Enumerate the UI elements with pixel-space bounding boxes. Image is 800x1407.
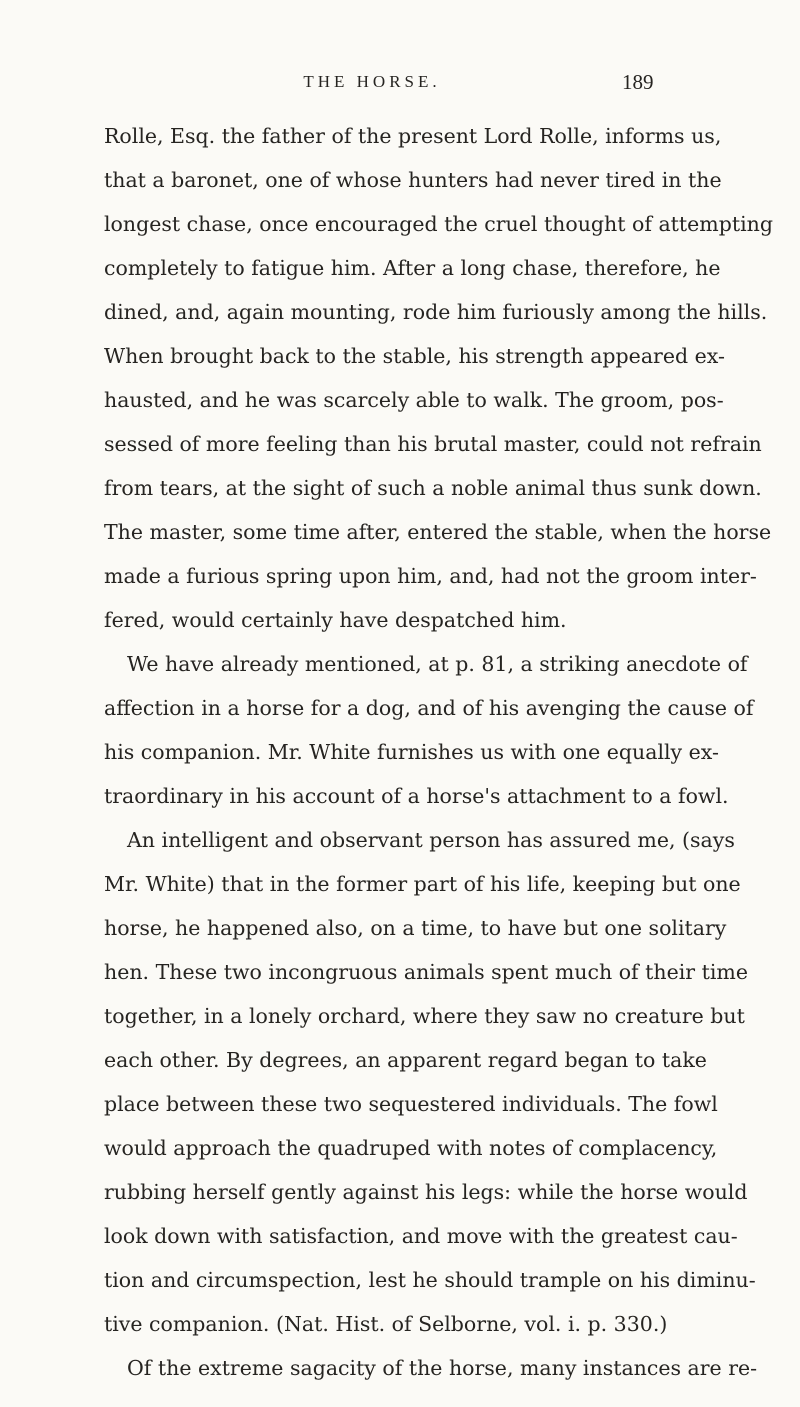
text-line: completely to fatigue him. After a long chase, therefore, he bbox=[104, 256, 721, 280]
text-line: tive companion. (Nat. Hist. of Selborne, vol. i. p. 330.) bbox=[104, 1312, 668, 1336]
text-line: from tears, at the sight of such a noble animal thus sunk down. bbox=[104, 476, 762, 500]
text-line: look down with satisfaction, and move with the greatest cau- bbox=[104, 1224, 738, 1248]
text-line: tion and circumspection, lest he should trample on his diminu- bbox=[104, 1268, 756, 1292]
text-line: When brought back to the stable, his strength appeared ex- bbox=[104, 344, 725, 368]
text-line: place between these two sequestered individuals. The fowl bbox=[104, 1092, 718, 1116]
text-line: sessed of more feeling than his brutal master, could not refrain bbox=[104, 432, 762, 456]
text-line: rubbing herself gently against his legs: while the horse would bbox=[104, 1180, 748, 1204]
text-line: made a furious spring upon him, and, had not the groom inter- bbox=[104, 564, 757, 588]
text-line: affection in a horse for a dog, and of his avenging the cause of bbox=[104, 696, 754, 720]
text-line: fered, would certainly have despatched him. bbox=[104, 608, 567, 632]
page-number: 189 bbox=[622, 70, 654, 94]
text-line: his companion. Mr. White furnishes us with one equally ex- bbox=[104, 740, 719, 764]
text-line: Mr. White) that in the former part of his life, keeping but one bbox=[104, 872, 741, 896]
text-line: traordinary in his account of a horse's attachment to a fowl. bbox=[104, 784, 729, 808]
text-line: would approach the quadruped with notes of complacency, bbox=[104, 1136, 718, 1160]
running-title: THE HORSE. bbox=[303, 72, 441, 91]
text-line: together, in a lonely orchard, where they saw no creature but bbox=[104, 1004, 745, 1028]
text-line: Of the extreme sagacity of the horse, many instances are re- bbox=[127, 1356, 758, 1380]
text-line: each other. By degrees, an apparent regard began to take bbox=[104, 1048, 707, 1072]
text-line: hen. These two incongruous animals spent much of their time bbox=[104, 960, 748, 984]
text-line: that a baronet, one of whose hunters had never tired in the bbox=[104, 168, 722, 192]
running-head bbox=[0, 72, 800, 106]
text-line: Rolle, Esq. the father of the present Lord Rolle, informs us, bbox=[104, 124, 722, 148]
text-line: longest chase, once encouraged the cruel thought of attempting bbox=[104, 212, 773, 236]
text-line: An intelligent and observant person has assured me, (says bbox=[127, 828, 735, 852]
text-line: hausted, and he was scarcely able to walk. The groom, pos- bbox=[104, 388, 724, 412]
body-text bbox=[104, 114, 773, 1390]
text-line: dined, and, again mounting, rode him furiously among the hills. bbox=[104, 300, 768, 324]
text-line: The master, some time after, entered the stable, when the horse bbox=[104, 520, 772, 544]
text-line: We have already mentioned, at p. 81, a striking anecdote of bbox=[127, 652, 748, 676]
text-line: horse, he happened also, on a time, to have but one solitary bbox=[104, 916, 727, 940]
